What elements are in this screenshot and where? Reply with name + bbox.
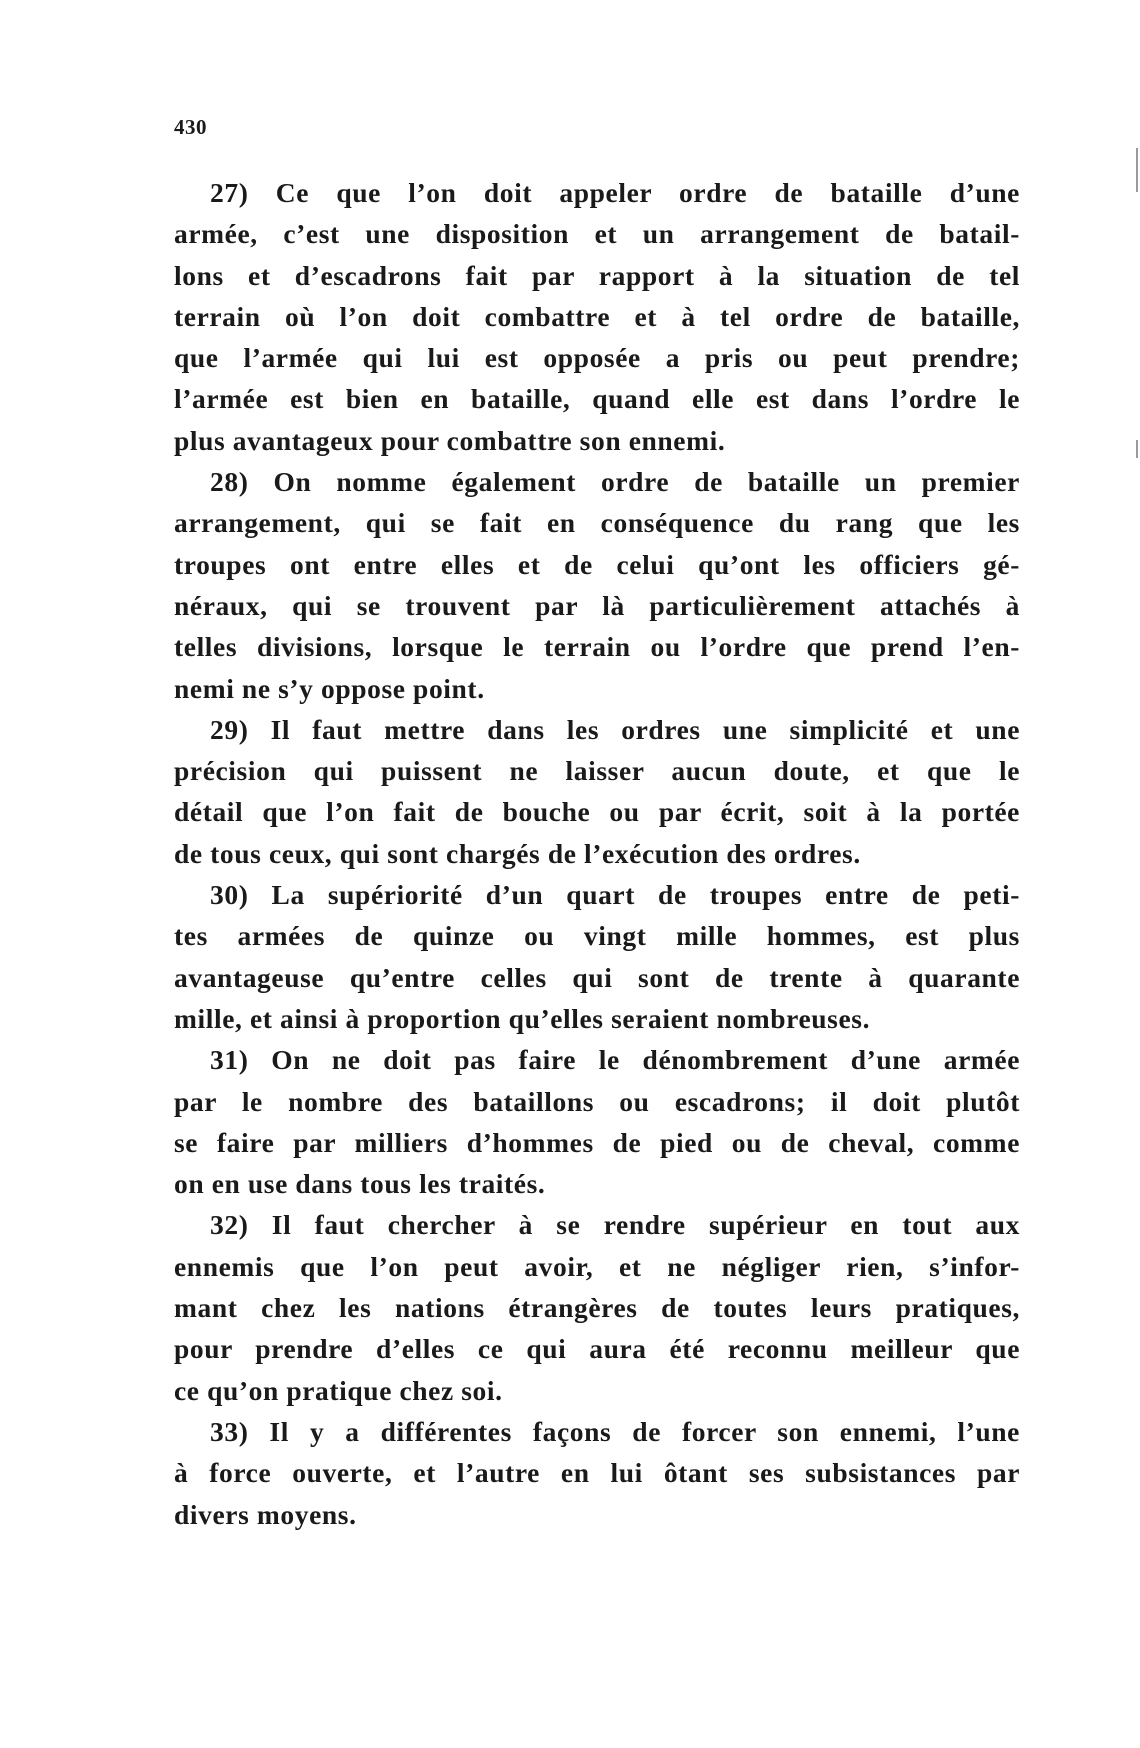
paragraph <box>174 1204 1020 1410</box>
scan-edge-mark <box>1136 148 1138 192</box>
paragraph <box>174 709 1020 874</box>
text-line: ennemis que l’on peut avoir, et ne négliger rien, s’infor- <box>174 1250 1020 1282</box>
text-line: plus avantageux pour combattre son ennemi. <box>174 424 726 456</box>
text-line: 29) Il faut mettre dans les ordres une simplicité et une <box>210 713 1020 745</box>
scan-edge-mark <box>1136 440 1138 458</box>
text-line: de tous ceux, qui sont chargés de l’exécution des ordres. <box>174 837 861 869</box>
text-line: ce qu’on pratique chez soi. <box>174 1374 503 1406</box>
text-line: telles divisions, lorsque le terrain ou l’ordre que prend l’en- <box>174 631 1020 663</box>
text-line: 27) Ce que l’on doit appeler ordre de bataille d’une <box>210 177 1020 208</box>
text-line: mille, et ainsi à proportion qu’elles seraient nombreuses. <box>174 1002 871 1034</box>
body-text <box>174 172 1020 1535</box>
text-line: on en use dans tous les traités. <box>174 1168 546 1200</box>
text-line: pour prendre d’elles ce qui aura été reconnu meilleur que <box>174 1333 1020 1365</box>
text-line: que l’armée qui lui est opposée a pris ou peut prendre; <box>174 342 1020 374</box>
paragraph <box>174 1039 1020 1204</box>
text-line: troupes ont entre elles et de celui qu’ont les officiers gé- <box>174 548 1020 580</box>
paragraph <box>174 874 1020 1039</box>
text-line: à force ouverte, et l’autre en lui ôtant ses subsistances par <box>174 1457 1020 1489</box>
text-line: terrain où l’on doit combattre et à tel ordre de bataille, <box>174 300 1020 332</box>
text-line: 31) On ne doit pas faire le dénombrement d’une armée <box>210 1044 1020 1076</box>
text-line: arrangement, qui se fait en conséquence du rang que les <box>174 507 1020 539</box>
text-line: 30) La supériorité d’un quart de troupes entre de peti- <box>210 879 1020 911</box>
text-line: l’armée est bien en bataille, quand elle est dans l’ordre le <box>174 383 1020 415</box>
text-line: armée, c’est une disposition et un arrangement de batail- <box>174 218 1020 250</box>
text-line: par le nombre des bataillons ou escadrons; il doit plutôt <box>174 1085 1020 1117</box>
text-line: lons et d’escadrons fait par rapport à la situation de tel <box>174 259 1020 291</box>
paragraph <box>174 1411 1020 1535</box>
text-line: détail que l’on fait de bouche ou par écrit, soit à la portée <box>174 796 1020 828</box>
paragraph <box>174 461 1020 709</box>
page-number: 430 <box>174 115 207 139</box>
text-line: 32) Il faut chercher à se rendre supérieur en tout aux <box>210 1209 1020 1241</box>
text-line: mant chez les nations étrangères de toutes leurs pratiques, <box>174 1292 1020 1324</box>
text-line: 33) Il y a différentes façons de forcer son ennemi, l’une <box>210 1415 1020 1447</box>
text-line: avantageuse qu’entre celles qui sont de trente à quarante <box>174 961 1020 993</box>
text-line: précision qui puissent ne laisser aucun doute, et que le <box>174 755 1020 787</box>
text-line: nemi ne s’y oppose point. <box>174 672 485 704</box>
text-line: néraux, qui se trouvent par là particulièrement attachés à <box>174 589 1020 621</box>
text-line: se faire par milliers d’hommes de pied ou de cheval, comme <box>174 1126 1020 1158</box>
text-line: 28) On nomme également ordre de bataille un premier <box>210 466 1020 498</box>
paragraph <box>174 172 1020 461</box>
text-line: tes armées de quinze ou vingt mille hommes, est plus <box>174 920 1020 952</box>
text-line: divers moyens. <box>174 1498 357 1530</box>
